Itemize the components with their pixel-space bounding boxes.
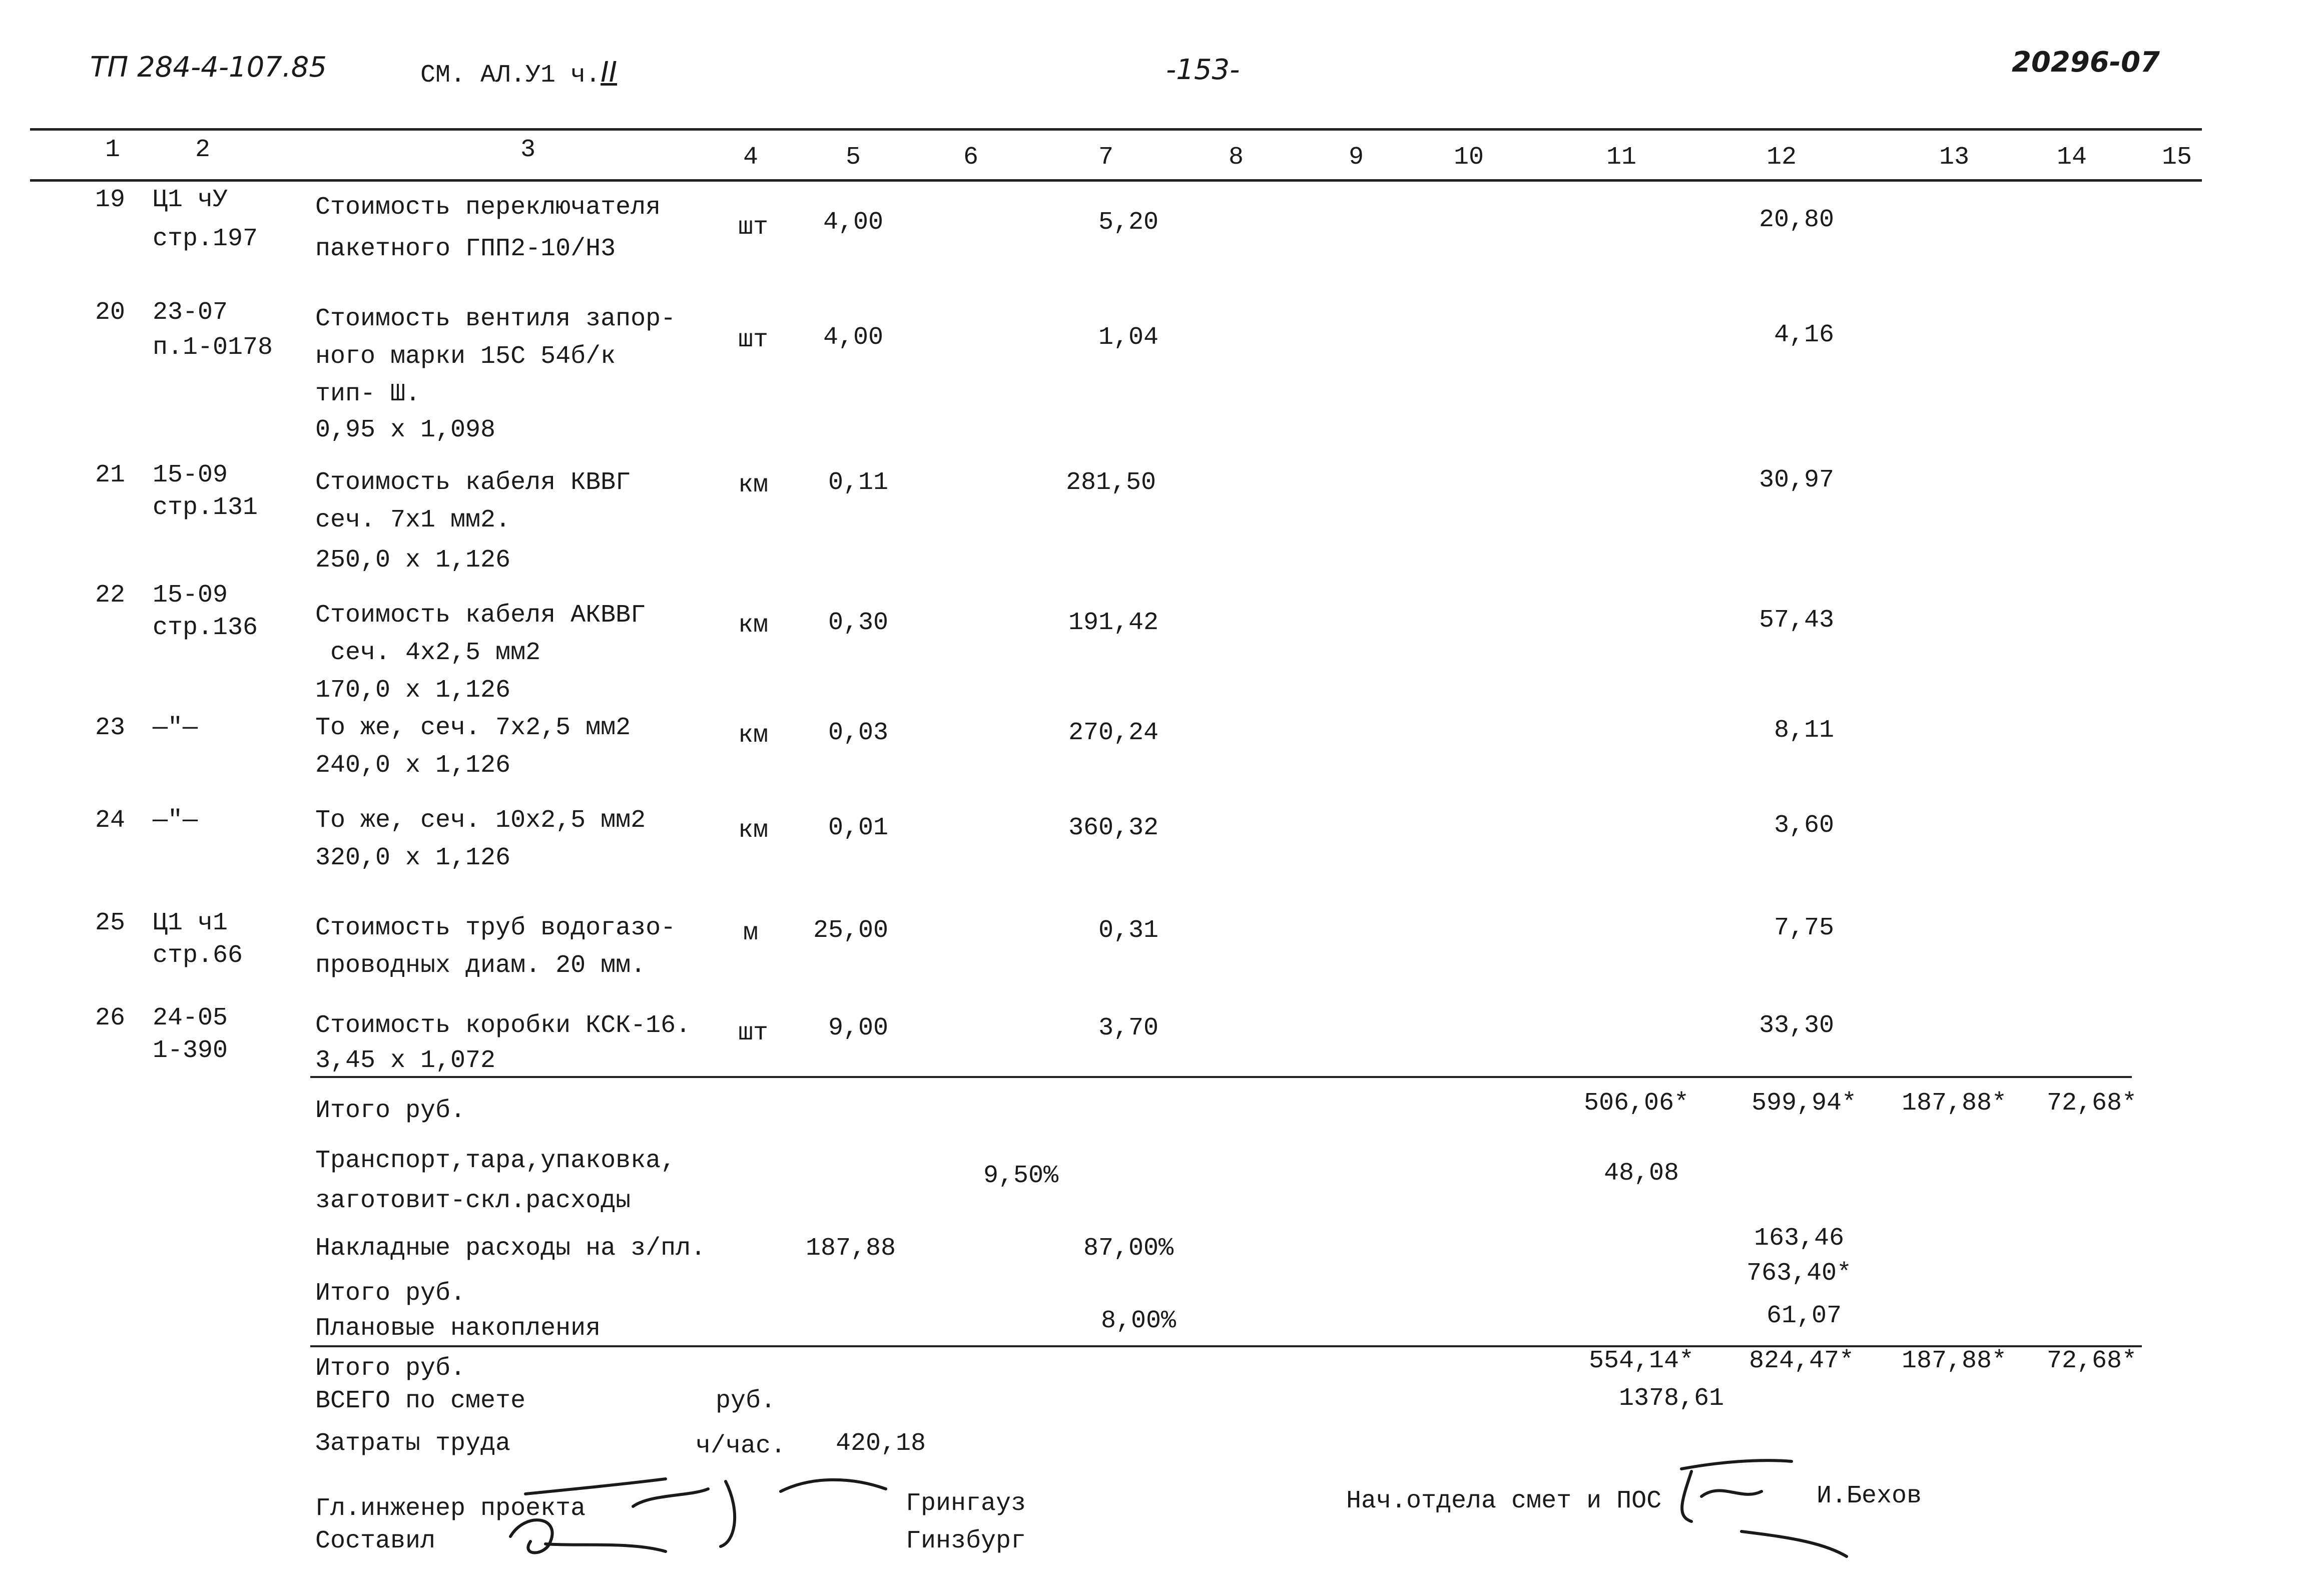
col-10: 10 (1454, 143, 1484, 172)
unit-price: 3,70 (1098, 1014, 1159, 1042)
item-description: 170,0 х 1,126 (315, 676, 511, 705)
item-description: Стоимость вентиля запор- (315, 305, 676, 333)
col-12: 12 (1767, 143, 1797, 172)
price-reference: Ц1 ч1 (153, 909, 228, 937)
price-reference: 1-390 (153, 1036, 228, 1065)
unit: шт (738, 213, 769, 242)
summary-base: 187,88 (806, 1234, 896, 1263)
item-description: Стоимость коробки КСК-16. (315, 1011, 691, 1040)
price-reference: —"— (153, 806, 198, 835)
summary-label: Плановые накопления (315, 1314, 601, 1343)
total-cost: 20,80 (1759, 206, 1835, 234)
labor-value: 420,18 (836, 1429, 926, 1458)
album-ref-text: СМ. АЛ.У1 ч. (420, 61, 601, 90)
chief-engineer-name: Грингауз (906, 1489, 1026, 1518)
item-description: Стоимость кабеля АКВВГ (315, 601, 646, 630)
total-cost: 57,43 (1759, 606, 1835, 635)
summary-label: Накладные расходы на з/пл. (315, 1234, 706, 1263)
summary-col11: 48,08 (1604, 1159, 1679, 1188)
total-cost: 30,97 (1759, 466, 1835, 494)
item-description: пакетного ГПП2-10/Н3 (315, 235, 616, 263)
summary-col14: 72,68* (2047, 1347, 2137, 1375)
unit-price: 270,24 (1068, 719, 1159, 747)
summary-col12: 599,94* (1752, 1089, 1857, 1118)
total-cost: 4,16 (1774, 321, 1835, 349)
item-description: То же, сеч. 10х2,5 мм2 (315, 806, 646, 835)
col-7: 7 (1098, 143, 1114, 172)
item-description: То же, сеч. 7х2,5 мм2 (315, 714, 631, 742)
unit-price: 281,50 (1066, 468, 1157, 497)
item-description: Стоимость кабеля КВВГ (315, 468, 631, 497)
col-11: 11 (1606, 143, 1637, 172)
unit-price: 5,20 (1098, 208, 1159, 237)
summary-label: заготовит-скл.расходы (315, 1187, 631, 1215)
summary-col12-subtotal: 763,40* (1747, 1259, 1852, 1288)
item-description: сеч. 4х2,5 мм2 (315, 639, 541, 667)
price-reference: 15-09 (153, 581, 228, 610)
item-description: 3,45 х 1,072 (315, 1046, 496, 1075)
unit-price: 1,04 (1098, 323, 1159, 352)
col-4: 4 (743, 143, 759, 172)
chief-engineer-label: Гл.инженер проекта (315, 1494, 586, 1523)
col-13: 13 (1939, 143, 1970, 172)
price-reference: Ц1 чУ (153, 186, 228, 214)
dept-head-signature (1681, 1460, 1847, 1556)
col-15: 15 (2162, 143, 2192, 172)
quantity: 25,00 (813, 916, 889, 945)
price-reference: 15-09 (153, 461, 228, 489)
quantity: 4,00 (823, 208, 884, 237)
col-3: 3 (520, 136, 536, 164)
unit: км (738, 721, 769, 750)
row-number: 26 (95, 1004, 126, 1032)
summary-itogo-2: Итого руб. (315, 1279, 466, 1308)
price-reference: стр.131 (153, 493, 258, 522)
sheet-code: 20296-07 (2012, 46, 2160, 79)
summary-percent: 9,50% (983, 1162, 1059, 1190)
compiler-name: Гинзбург (906, 1527, 1026, 1555)
total-cost: 3,60 (1774, 811, 1835, 840)
summary-unit: руб. (716, 1387, 776, 1415)
unit-price: 360,32 (1068, 814, 1159, 842)
document-code: ТП 284-4-107.85 (90, 51, 327, 84)
price-reference: —"— (153, 714, 198, 742)
unit: км (738, 471, 769, 499)
price-reference: стр.136 (153, 614, 258, 642)
col-5: 5 (846, 143, 861, 172)
unit: км (738, 611, 769, 640)
quantity: 0,01 (828, 814, 889, 842)
quantity: 4,00 (823, 323, 884, 352)
summary-col14: 72,68* (2047, 1089, 2137, 1118)
summary-label: Итого руб. (315, 1097, 466, 1125)
unit: км (738, 816, 769, 845)
row-number: 24 (95, 806, 126, 835)
price-reference: 24-05 (153, 1004, 228, 1032)
summary-col12: 824,47* (1749, 1347, 1855, 1375)
compiler-signature (510, 1520, 666, 1552)
summary-col12: 61,07 (1767, 1302, 1842, 1330)
summary-unit: ч/час. (696, 1432, 786, 1460)
item-description: Стоимость труб водогазо- (315, 914, 676, 942)
total-cost: 33,30 (1759, 1011, 1835, 1040)
quantity: 9,00 (828, 1014, 889, 1042)
col-9: 9 (1349, 143, 1364, 172)
row-number: 25 (95, 909, 126, 937)
item-description: проводных диам. 20 мм. (315, 951, 646, 980)
summary-label: Затраты труда (315, 1429, 511, 1458)
row-number: 20 (95, 298, 126, 327)
item-description: тип- Ш. (315, 380, 421, 408)
item-description: 320,0 х 1,126 (315, 844, 511, 872)
price-reference: 23-07 (153, 298, 228, 327)
unit: шт (738, 326, 769, 354)
grand-total-value: 1378,61 (1619, 1384, 1724, 1413)
chief-signature (525, 1479, 886, 1546)
price-reference: стр.197 (153, 225, 258, 253)
compiler-label: Составил (315, 1527, 436, 1555)
page-number: -153- (1166, 54, 1240, 86)
item-description: 250,0 х 1,126 (315, 546, 511, 575)
department-head-name: И.Бехов (1817, 1482, 1922, 1510)
summary-label: Транспорт,тара,упаковка, (315, 1147, 676, 1175)
summary-label: ВСЕГО по смете (315, 1387, 526, 1415)
quantity: 0,30 (828, 609, 889, 637)
item-description: сеч. 7х1 мм2. (315, 506, 511, 535)
summary-col11: 506,06* (1584, 1089, 1689, 1118)
item-description: 0,95 х 1,098 (315, 416, 496, 444)
summary-label: Итого руб. (315, 1354, 466, 1383)
row-number: 23 (95, 714, 126, 742)
summary-col12: 163,46 (1754, 1224, 1845, 1253)
quantity: 0,03 (828, 719, 889, 747)
summary-col13: 187,88* (1902, 1347, 2007, 1375)
col-8: 8 (1229, 143, 1244, 172)
summary-percent: 8,00% (1101, 1307, 1177, 1335)
summary-percent: 87,00% (1083, 1234, 1174, 1263)
unit-price: 0,31 (1098, 916, 1159, 945)
summary-col11: 554,14* (1589, 1347, 1694, 1375)
price-reference: п.1-0178 (153, 333, 273, 362)
unit: шт (738, 1019, 769, 1047)
col-14: 14 (2057, 143, 2087, 172)
total-cost: 7,75 (1774, 914, 1835, 942)
item-description: ного марки 15С 54б/к (315, 342, 616, 371)
item-description: Стоимость переключателя (315, 193, 661, 222)
row-number: 21 (95, 461, 126, 489)
total-cost: 8,11 (1774, 716, 1835, 745)
col-1: 1 (105, 136, 121, 164)
row-number: 22 (95, 581, 126, 610)
department-head-label: Нач.отдела смет и ПОС (1346, 1487, 1662, 1515)
price-reference: стр.66 (153, 941, 243, 970)
unit-price: 191,42 (1068, 609, 1159, 637)
row-number: 19 (95, 186, 126, 214)
unit: м (743, 919, 759, 947)
item-description: 240,0 х 1,126 (315, 751, 511, 780)
summary-col13: 187,88* (1902, 1089, 2007, 1118)
col-6: 6 (963, 143, 979, 172)
quantity: 0,11 (828, 468, 889, 497)
col-2: 2 (195, 136, 211, 164)
album-part: II (601, 56, 618, 89)
